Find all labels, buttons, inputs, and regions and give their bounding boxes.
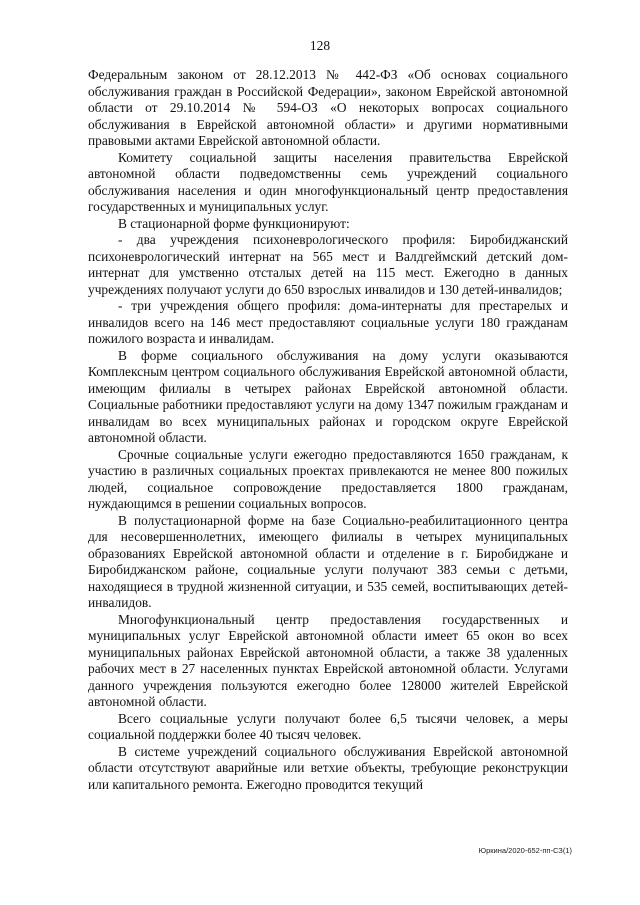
paragraph-totals: Всего социальные услуги получают более 6,5 тысячи человек, а меры социальной поддержки более 40 тысяч человек. bbox=[88, 710, 568, 742]
paragraph-mfc: Многофункциональный центр предоставления государственных и муниципальных услуг Еврейской автономной области имеет 65 окон во всех муниципальных районах Еврейской автономной области, а также 38 удаленных рабочих мест в 27 населенных пунктах Еврейской автономной области. Услугами данного учреждения пользуются ежегодно более 128000 жителей Еврейской автономной области. bbox=[88, 611, 568, 709]
paragraph-legal-basis: Федеральным законом от 28.12.2013 № 442-ФЗ «Об основах социального обслуживания граждан в Российской Федерации», законом Еврейской автономной области от 29.10.2014 № 594-ОЗ «О некоторых вопросах социального обслуживания в Еврейской автономной области» и другими нормативными правовыми актами Еврейской автономной области. bbox=[88, 67, 568, 148]
paragraph-urgent-services: Срочные социальные услуги ежегодно предоставляются 1650 гражданам, к участию в различных социальных проектах привлекаются не менее 800 пожилых людей, социальное сопровождение предоставляется 1800 гражданам, нуждающимся в решении социальных вопросов. bbox=[88, 446, 568, 511]
body-text bbox=[88, 67, 568, 793]
paragraph-committee: Комитету социальной защиты населения правительства Еврейской автономной области подведомственны семь учреждений социального обслуживания населения и один многофункциональный центр предоставления государственных и муниципальных услуг. bbox=[88, 149, 568, 214]
list-item-general-profile: - три учреждения общего профиля: дома-интернаты для престарелых и инвалидов всего на 146 мест предоставляют социальные услуги 180 гражданам пожилого возраста и инвалидам. bbox=[88, 298, 568, 346]
page-number: 128 bbox=[309, 38, 331, 53]
list-item-psychoneurological: - два учреждения психоневрологического профиля: Биробиджанский психоневрологический интернат на 565 мест и Валдгеймский детский дом-интернат для умственно отсталых детей на 115 мест. Ежегодно в данных учреждениях получают услуги до 650 взрослых инвалидов и 130 детей-инвалидов; bbox=[88, 232, 568, 297]
document-code: Юркина/2020-652-пп-СЗ(1) bbox=[478, 846, 572, 855]
paragraph-semi-stationary: В полустационарной форме на базе Социально-реабилитационного центра для несовершеннолетних, имеющего филиалы в четырех муниципальных образованиях Еврейской автономной области и отделение в г. Биробиджане и Биробиджанском районе, социальные услуги получают 383 семьи с детьми, находящиеся в трудной жизненной ситуации, и 535 семей, воспитывающих детей-инвалидов. bbox=[88, 512, 568, 610]
paragraph-home-services: В форме социального обслуживания на дому услуги оказываются Комплексным центром социального обслуживания Еврейской автономной области, имеющим филиалы в четырех районах Еврейской автономной области. Социальные работники предоставляют услуги на дому 1347 пожилым гражданам и инвалидам во всех муниципальных районах и городском округе Еврейской автономной области. bbox=[88, 347, 568, 445]
paragraph-facilities: В системе учреждений социального обслуживания Еврейской автономной области отсутствуют аварийные или ветхие объекты, требующие реконструкции или капитального ремонта. Ежегодно проводится текущий bbox=[88, 743, 568, 792]
paragraph-stationary-intro: В стационарной форме функционируют: bbox=[118, 215, 350, 231]
